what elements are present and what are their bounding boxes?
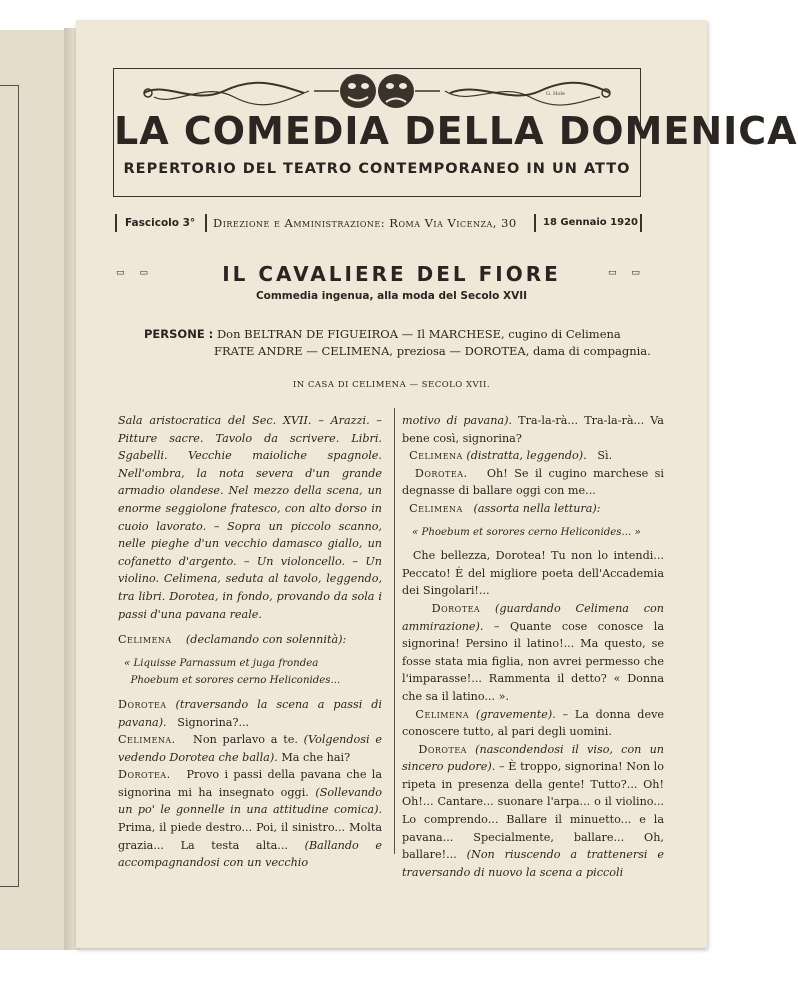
speech: Celimena. Non parlavo a te. (Volgendosi e vedendo Dorotea che balla). Ma che hai? [118, 733, 382, 764]
cast-line-2: FRATE ANDRE — CELIMENA, preziosa — DOROTEA, dama di compagnia. [214, 344, 651, 358]
speech: motivo di pavana). Tra-la-rà... Tra-la-rà... Va bene così, signorina? [402, 414, 664, 445]
divider [205, 214, 207, 232]
masthead-subtitle: REPERTORIO DEL TEATRO CONTEMPORANEO IN UN ATTO [123, 161, 631, 177]
title-ornament-left: ▭ ▭ [116, 268, 154, 278]
divider [640, 214, 642, 232]
artist-signature: G. Hole [546, 91, 565, 97]
divider [534, 214, 536, 232]
speech: Dorotea. Provo i passi della pavana che la signorina mi ha insegnato oggi. (Sollevando un po' le gonnelle in una attitudine comica). Prima, il piede destro... Poi, il sinistro... Molta grazia... La testa alta... (Ballando e accompagnandosi con un vecchio [118, 768, 383, 870]
speech: Celimena (declamando con solennità): [118, 633, 347, 647]
text-column-right [402, 412, 664, 881]
cast-line-1: Don BELTRAN DE FIGUEIROA — Il MARCHESE, cugino di Celimena [216, 327, 621, 341]
column-divider [394, 408, 395, 854]
speech: Che bellezza, Dorotea! Tu non lo intendi... Peccato! È del migliore poeta dell'Accademia dei Singolari!... [402, 549, 664, 598]
masthead-title: LA COMEDIA DELLA DOMENICA [114, 109, 798, 153]
speech: Dorotea (traversando la scena a passi di pavana). Signorina?... [118, 697, 382, 729]
text-column-left [118, 412, 382, 872]
scene-setting: IN CASA DI CELIMENA — SECOLO XVII. [292, 380, 491, 390]
play-subtitle: Commedia ingenua, alla moda del Secolo XVII [255, 290, 528, 302]
issue-info-bar [113, 212, 643, 234]
play-title: IL CAVALIERE DEL FIORE [222, 262, 561, 286]
fascicolo-number: Fascicolo 3° [125, 217, 196, 229]
cast-list [144, 326, 664, 360]
speech: Celimena (distratta, leggendo). Sì. [409, 449, 613, 463]
direzione-address: Direzione e Amministrazione: Roma Via Vicenza, 30 [213, 216, 517, 230]
latin-quote: « Liquisse Parnassum et juga frondea Phoebum et sorores cerno Heliconides... [124, 657, 341, 687]
magazine-page [76, 20, 798, 948]
speech: Dorotea (nascondendosi il viso, con un sincero pudore). – È troppo, signorina! Non lo ripeta in presenza della gente! Tutto?... Oh! Oh!... Cantare... suonare l'arpa... o il violino... Lo comprendo... Ballare il minuetto... e la pavana... Specialmente, ballare... Oh, ballare!... (Non riuscendo a trattenersi e traversando di nuovo la scena a piccoli [402, 742, 664, 879]
speech: Celimena (assorta nella lettura): [409, 501, 601, 515]
issue-date: 18 Gennaio 1920 [543, 217, 638, 228]
latin-quote: « Phoebum et sorores cerno Heliconides... » [412, 526, 641, 538]
speech: Dorotea (guardando Celimena con ammirazione). – Quante cose conosce la signorina! Persino il latino!... Ma questo, se fosse stata mia figlia, non avrei permesso che l'imparasse!... Rammenta il detto? « Donna che sa il latino... ». [402, 601, 664, 703]
persone-label: PERSONE : [144, 327, 214, 341]
speech: Dorotea. Oh! Se il cugino marchese si degnasse di ballare oggi con me... [402, 466, 664, 498]
facing-page-frame [0, 85, 19, 887]
masthead [113, 68, 798, 197]
title-ornament-right: ▭ ▭ [608, 268, 646, 278]
divider [115, 214, 117, 232]
speech: Celimena (gravemente). – La donna deve conoscere tutto, al pari degli uomini. [402, 707, 665, 739]
opening-stage-direction: Sala aristocratica del Sec. XVII. – Arazzi. – Pitture sacre. Tavolo da scrivere. Libri. Sgabelli. Vecchie maioliche spagnole. Nell'ombra, la nota severa d'un grande armadio olandese. Nel mezzo della scena, un enorme seggiolone fratesco, con alto dorso in cuoio lavorato. – Sopra un piccolo scanno, nelle pieghe d'un vecchio damasco giallo, un cofanetto d'argento. – Un violoncello. – Un violino. Celimena, seduta al tavolo, leggendo, tra libri. Dorotea, in fondo, provando da sola i passi d'una pavana reale. [118, 414, 382, 621]
